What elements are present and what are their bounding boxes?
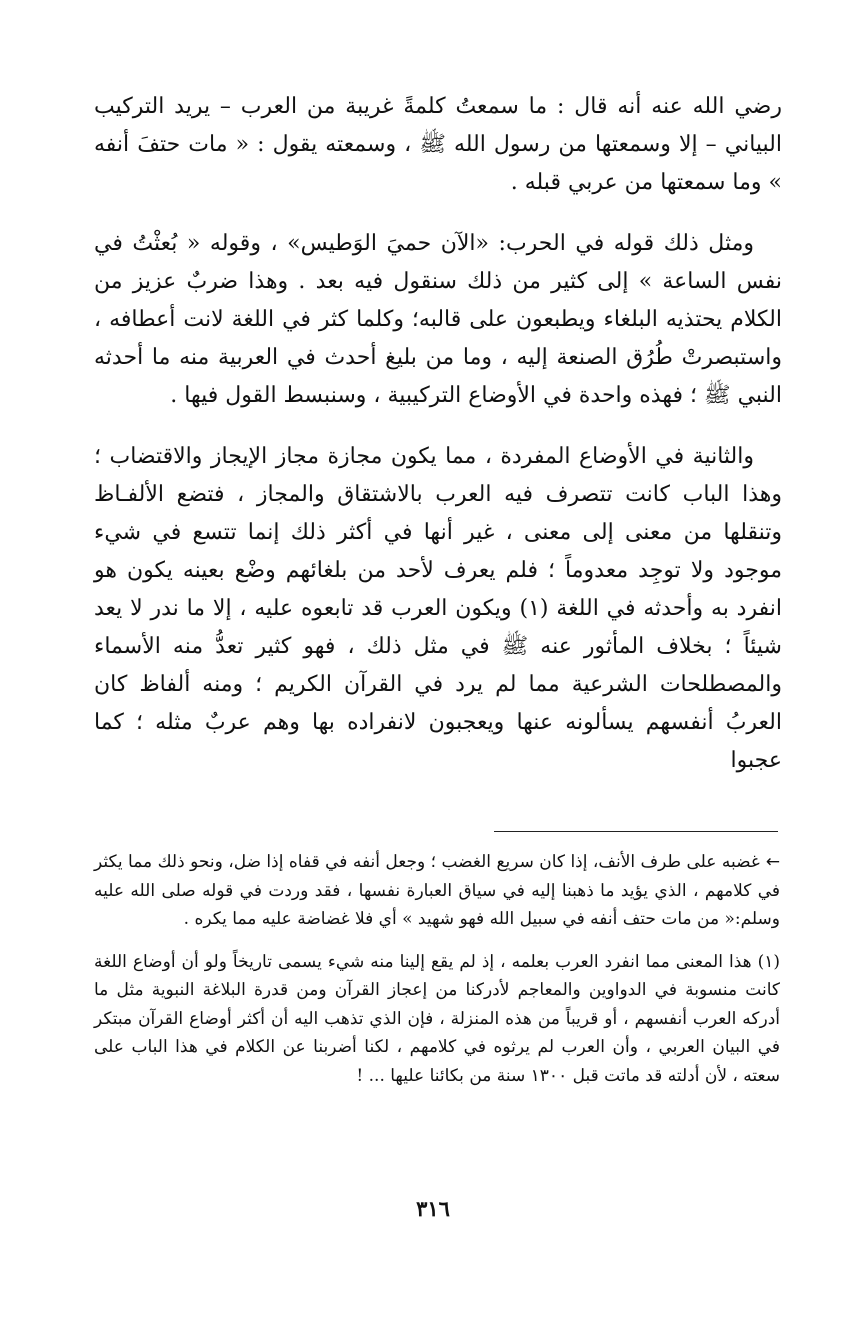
- paragraph-3: والثانية في الأوضاع المفردة ، مما يكون مجازة مجاز الإيجاز والاقتضاب ؛ وهذا الباب كانت تتصرف فيه العرب بالاشتقاق والمجاز ، فتضع الألفـاظ وتنقلها من معنى إلى معنى ، غير أنها في أكثر ذلك إنما تتسع في شيء موجود ولا توجِد معدوماً ؛ فلم يعرف لأحد من بلغائهم وضْع بعينه يكون هو انفرد به وأحدثه في اللغة (١) ويكون العرب قد تابعوه عليه ، إلا ما ندر لا يعد شيئاً ؛ بخلاف المأثور عنه ﷺ في مثل ذلك ، فهو كثير تعدُّ منه الأسماء والمصطلحات الشرعية مما لم يرد في القرآن الكريم ؛ ومنه ألفاظ كان العربُ أنفسهم يسألونه عنها ويعجبون لانفراده بها وهم عربٌ مثله ؛ كما عجبوا: [94, 444, 782, 773]
- page-number: ٣١٦: [416, 1196, 450, 1221]
- footnote-separator: [494, 831, 778, 832]
- footnote-continuation: [94, 848, 780, 934]
- continuation-arrow-icon: ←: [765, 852, 780, 872]
- footnote-1: (١) هذا المعنى مما انفرد العرب بعلمه ، إذ لم يقع إلينا منه شيء يسمى تاريخاً ولو أن أوضاع اللغة كانت منسوبة في الدواوين والمعاجم لأدركنا من إعجاز القرآن ومن قدرة البلاغة النبوية مثل ما أدركه العرب أنفسهم ، أو قريباً من هذه المنزلة ، فإن الذي تذهب اليه أن أكثر أوضاع القرآن مبتكر في البيان العربي ، وأن العرب لم يرثوه في كلامهم ، لكنا أضربنا عن الكلام في هذا الباب على سعته ، لأن أدلته قد ماتت قبل ١٣٠٠ سنة من بكائنا عليها ... !: [94, 951, 780, 1086]
- footnotes: [94, 848, 780, 1104]
- paragraph-2: ومثل ذلك قوله في الحرب: «الآن حميَ الوَطيس» ، وقوله « بُعثْتُ في نفس الساعة » إلى كثير من ذلك سنقول فيه بعد . وهذا ضربٌ عزيز من الكلام يحتذيه البلغاء ويطبعون على قالبه؛ وكلما كثر في اللغة لانت أعطافه ، واستبصرتْ طُرُق الصنعة إليه ، وما من بليغ أحدث في العربية منه ما أحدثه النبي ﷺ ؛ فهذه واحدة في الأوضاع التركيبية ، وسنبسط القول فيها .: [94, 231, 782, 408]
- main-text: [94, 88, 782, 803]
- footnote-continuation-text: غضبه على طرف الأنف، إذا كان سريع الغضب ؛ وجعل أنفه في قفاه إذا ضل، ونحو ذلك مما يكثر في كلامهم ، الذي يؤيد ما ذهبنا إليه في سياق العبارة نفسها ، فقد وردت في قوله صلى الله عليه وسلم:« من مات حتف أنفه في سبيل الله فهو شهيد » أي فلا غضاضة عليه مما يكره .: [94, 852, 780, 929]
- paragraph-1: رضي الله عنه أنه قال : ما سمعتُ كلمةً غريبة من العرب – يريد التركيب البياني – إلا وسمعتها من رسول الله ﷺ ، وسمعته يقول : « مات حتفَ أنفه » وما سمعتها من عربي قبله .: [94, 94, 783, 195]
